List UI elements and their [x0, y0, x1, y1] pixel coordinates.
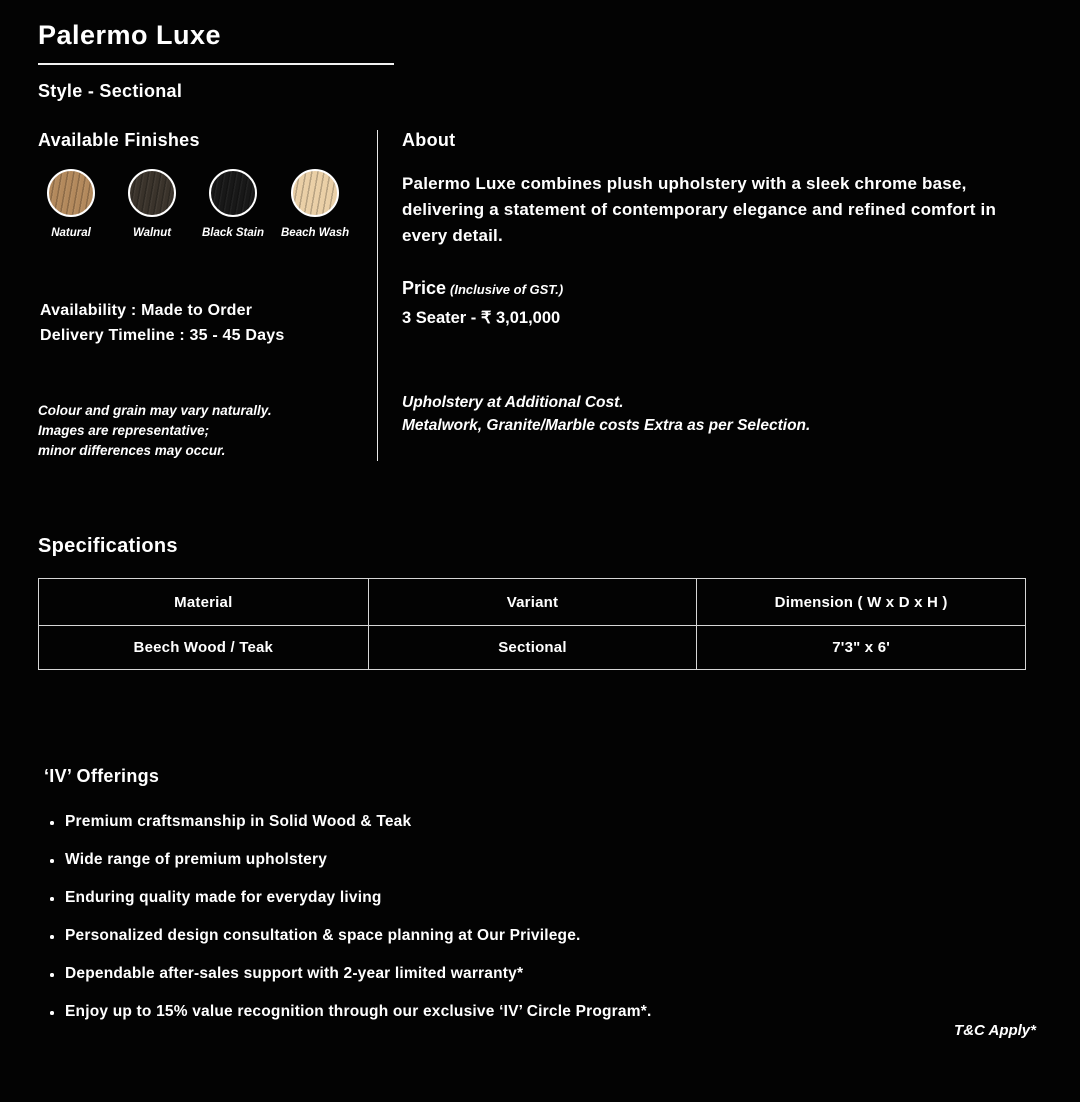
finish-color-walnut-icon	[128, 169, 176, 217]
cost-note-1: Upholstery at Additional Cost.	[402, 394, 624, 412]
title-underline	[38, 63, 394, 65]
finish-color-beach-wash-icon	[291, 169, 339, 217]
about-column	[378, 130, 1018, 461]
list-item: Premium craftsmanship in Solid Wood & Teak	[44, 813, 1080, 831]
price-heading	[402, 278, 1018, 299]
finish-swatch-beach-wash	[281, 169, 349, 239]
price-value: 3 Seater - ₹ 3,01,000	[402, 309, 561, 328]
tnc-note: T&C Apply*	[954, 1022, 1036, 1039]
offerings-heading: ‘IV’ Offerings	[44, 766, 160, 787]
finish-swatch-black-stain	[200, 169, 266, 239]
offerings-section	[44, 766, 1080, 1021]
finish-swatch-natural	[38, 169, 104, 239]
style-subtitle: Style - Sectional	[38, 81, 183, 101]
finish-label-natural: Natural	[51, 227, 91, 239]
specifications-table	[38, 578, 1026, 670]
list-item: Wide range of premium upholstery	[44, 851, 1080, 869]
gst-note: (Inclusive of GST.)	[450, 282, 564, 298]
finish-label-black-stain: Black Stain	[202, 227, 264, 239]
delivery-timeline-text: Delivery Timeline : 35 - 45 Days	[40, 326, 285, 344]
finish-swatches	[38, 169, 377, 239]
list-item: Personalized design consultation & space planning at Our Privilege.	[44, 927, 1080, 945]
cell-material: Beech Wood / Teak	[39, 626, 369, 670]
finish-color-natural-icon	[47, 169, 95, 217]
cost-note-2: Metalwork, Granite/Marble costs Extra as per Selection.	[402, 416, 811, 434]
finish-color-black-stain-icon	[209, 169, 257, 217]
top-columns	[38, 130, 1080, 461]
price-label: Price	[402, 278, 447, 299]
offerings-list	[44, 813, 1080, 1021]
table-body	[39, 626, 1026, 670]
disclaimer-line-2: Images are representative;	[38, 422, 210, 438]
availability-text: Availability : Made to Order	[40, 302, 253, 319]
finish-label-beach-wash: Beach Wash	[281, 227, 350, 239]
finish-disclaimer	[38, 401, 377, 462]
column-material: Material	[39, 579, 369, 626]
cost-notes	[402, 392, 1018, 437]
page-title: Palermo Luxe	[38, 20, 222, 50]
table-header	[39, 579, 1026, 626]
about-heading: About	[402, 130, 456, 150]
specifications-section	[38, 535, 1080, 670]
availability-block	[38, 299, 377, 349]
list-item: Enduring quality made for everyday living	[44, 889, 1080, 907]
cell-dimension: 7'3" x 6'	[697, 626, 1026, 670]
table-row	[39, 626, 1026, 670]
finishes-heading: Available Finishes	[38, 130, 200, 150]
specifications-heading: Specifications	[38, 535, 178, 558]
list-item: Dependable after-sales support with 2-year limited warranty*	[44, 965, 1080, 983]
finishes-column	[38, 130, 377, 461]
disclaimer-line-3: minor differences may occur.	[38, 443, 226, 459]
finish-label-walnut: Walnut	[132, 227, 172, 239]
about-description: Palermo Luxe combines plush upholstery with a sleek chrome base, delivering a statement of contemporary elegance and refined comfort in every detail.	[402, 174, 997, 245]
column-variant: Variant	[368, 579, 697, 626]
header	[0, 0, 1080, 102]
finish-swatch-walnut	[119, 169, 185, 239]
price-block	[402, 278, 1018, 328]
disclaimer-line-1: Colour and grain may vary naturally.	[38, 402, 272, 418]
column-dimension: Dimension ( W x D x H )	[697, 579, 1026, 626]
cell-variant: Sectional	[368, 626, 697, 670]
list-item: Enjoy up to 15% value recognition through our exclusive ‘IV’ Circle Program*.	[44, 1003, 1080, 1021]
table-header-row	[39, 579, 1026, 626]
